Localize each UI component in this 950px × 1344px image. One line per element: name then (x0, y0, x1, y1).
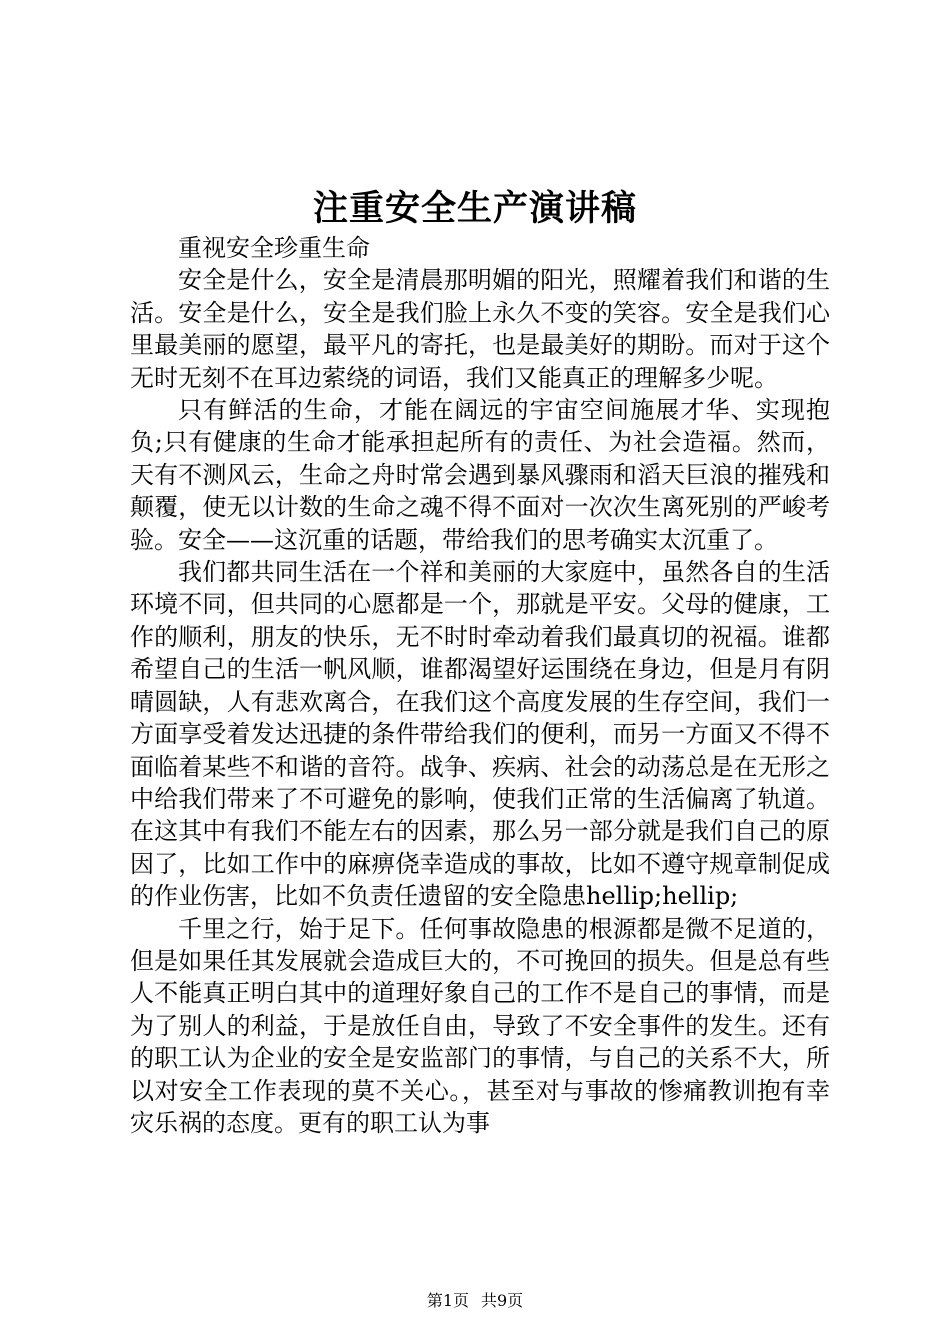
paragraph: 千里之行，始于足下。任何事故隐患的根源都是微不足道的，但是如果任其发展就会造成巨大的，不可挽回的损失。但是总有些人不能真正明白其中的道理好象自己的工作不是自己的事情，而是为了别人的利益，于是放任自由，导致了不安全事件的发生。还有的职工认为企业的安全是安监部门的事情，与自己的关系不大，所以对安全工作表现的莫不关心。，甚至对与事故的惨痛教训抱有幸灾乐祸的态度。更有的职工认为事 (130, 914, 830, 1137)
paragraph: 只有鲜活的生命，才能在阔远的宇宙空间施展才华、实现抱负;只有健康的生命才能承担起所有的责任、为社会造福。然而，天有不测风云，生命之舟时常会遇到暴风骤雨和滔天巨浪的摧残和颠覆，使无以计数的生命之魂不得不面对一次次生离死别的严峻考验。安全——这沉重的话题，带给我们的思考确实太沉重了。 (130, 396, 830, 554)
page-total: 共9页 (481, 1291, 524, 1310)
document-body (130, 232, 830, 1139)
paragraph-subtitle: 重视安全珍重生命 (178, 234, 370, 262)
page-footer (0, 1290, 950, 1312)
page-number: 第1页 (426, 1291, 469, 1310)
paragraph: 安全是什么，安全是清晨那明媚的阳光，照耀着我们和谐的生活。安全是什么，安全是我们脸上永久不变的笑容。安全是我们心里最美丽的愿望，最平凡的寄托，也是最美好的期盼。而对于这个无时无刻不在耳边萦绕的词语，我们又能真正的理解多少呢。 (130, 266, 830, 392)
paragraph: 我们都共同生活在一个祥和美丽的大家庭中，虽然各自的生活环境不同，但共同的心愿都是一个，那就是平安。父母的健康，工作的顺利，朋友的快乐，无不时时牵动着我们最真切的祝福。谁都希望自己的生活一帆风顺，谁都渴望好运围绕在身边，但是月有阴晴圆缺，人有悲欢离合，在我们这个高度发展的生存空间，我们一方面享受着发达迅捷的条件带给我们的便利，而另一方面又不得不面临着某些不和谐的音符。战争、疾病、社会的动荡总是在无形之中给我们带来了不可避免的影响，使我们正常的生活偏离了轨道。在这其中有我们不能左右的因素，那么另一部分就是我们自己的原因了，比如工作中的麻痹侥幸造成的事故，比如不遵守规章制促成的作业伤害，比如不负责任遗留的安全隐患hellip;hellip; (130, 558, 830, 911)
document-title: 注重安全生产演讲稿 (312, 188, 637, 229)
